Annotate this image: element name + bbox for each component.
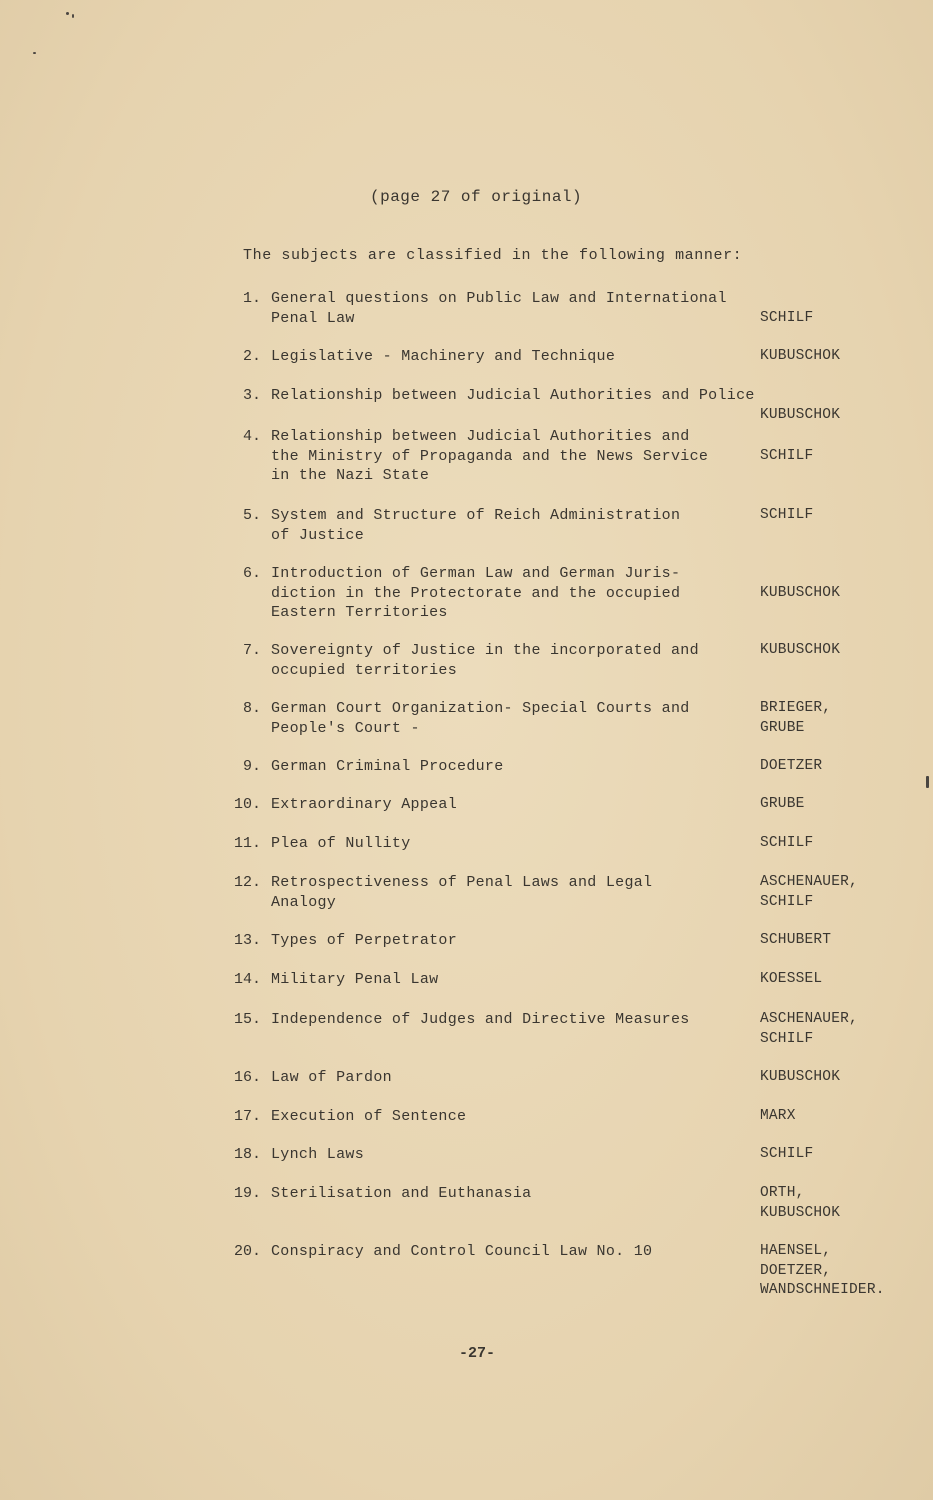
item-number: 17.	[233, 1108, 261, 1125]
intro-line: The subjects are classified in the following manner:	[243, 247, 743, 264]
item-number: 11.	[233, 835, 261, 852]
item-number: 9.	[242, 758, 261, 775]
item-number: 16.	[233, 1069, 261, 1086]
item-text: Retrospectiveness of Penal Laws and Legal Analogy	[271, 874, 653, 911]
item-text: Law of Pardon	[271, 1069, 392, 1086]
item-text: Relationship between Judicial Authorities and the Ministry of Propaganda and the News Service in the Nazi State	[271, 428, 709, 484]
item-text: German Criminal Procedure	[271, 758, 504, 775]
item-names: KUBUSCHOK	[760, 642, 841, 658]
item-text: Lynch Laws	[271, 1146, 365, 1163]
item-names: SCHILF	[760, 1146, 814, 1162]
item-names: ASCHENAUER, SCHILF	[760, 1011, 858, 1047]
item-names: ASCHENAUER, SCHILF	[760, 874, 858, 910]
item-number: 1.	[242, 290, 261, 307]
item-text: General questions on Public Law and International Penal Law	[271, 290, 727, 327]
item-number: 6.	[242, 565, 261, 582]
item-names: ORTH, KUBUSCHOK	[760, 1185, 841, 1221]
item-number: 8.	[242, 700, 261, 717]
item-text: Types of Perpetrator	[271, 932, 458, 949]
item-text: Relationship between Judicial Authorities and Police	[271, 387, 755, 404]
item-text: Legislative - Machinery and Technique	[271, 348, 616, 365]
item-names: KUBUSCHOK	[760, 584, 841, 601]
item-number: 13.	[233, 932, 261, 949]
page-number: -27-	[459, 1345, 496, 1362]
item-names: HAENSEL, DOETZER, WANDSCHNEIDER.	[760, 1243, 885, 1298]
item-number: 10.	[233, 796, 261, 813]
item-number: 3.	[242, 387, 261, 404]
item-names: KUBUSCHOK	[760, 1069, 841, 1085]
item-names: BRIEGER, GRUBE	[760, 700, 832, 736]
item-number: 12.	[233, 874, 261, 891]
item-number: 20.	[233, 1243, 261, 1260]
item-text: Execution of Sentence	[271, 1108, 467, 1125]
item-names: SCHILF	[760, 507, 814, 523]
item-names: KUBUSCHOK	[760, 406, 841, 423]
ink-speck	[72, 14, 74, 18]
item-text: Plea of Nullity	[271, 835, 411, 852]
item-names: SCHUBERT	[760, 932, 832, 948]
item-names: SCHILF	[760, 447, 814, 464]
item-number: 7.	[242, 642, 261, 659]
item-number: 19.	[233, 1185, 261, 1202]
ink-speck	[33, 52, 36, 54]
item-text: Sovereignty of Justice in the incorporated and occupied territories	[271, 642, 699, 679]
item-names: MARX	[760, 1108, 796, 1124]
item-text: Introduction of German Law and German Juris- diction in the Protectorate and the occupied Eastern Territories	[271, 565, 681, 621]
item-text: Extraordinary Appeal	[271, 796, 458, 813]
page-header: (page 27 of original)	[370, 188, 583, 206]
item-number: 14.	[233, 971, 261, 988]
ink-speck	[926, 776, 929, 788]
item-number: 4.	[242, 428, 261, 445]
ink-speck	[66, 12, 69, 15]
item-number: 5.	[242, 507, 261, 524]
item-names: KUBUSCHOK	[760, 348, 841, 364]
item-names: KOESSEL	[760, 971, 823, 987]
item-text: Military Penal Law	[271, 971, 439, 988]
item-names: DOETZER	[760, 758, 823, 774]
item-number: 18.	[233, 1146, 261, 1163]
item-text: German Court Organization- Special Courts and People's Court -	[271, 700, 690, 737]
item-names: SCHILF	[760, 309, 814, 326]
item-text: Independence of Judges and Directive Measures	[271, 1011, 690, 1028]
item-number: 2.	[242, 348, 261, 365]
item-number: 15.	[233, 1011, 261, 1028]
item-text: Conspiracy and Control Council Law No. 10	[271, 1243, 653, 1260]
item-text: System and Structure of Reich Administration of Justice	[271, 507, 681, 544]
item-names: SCHILF	[760, 835, 814, 851]
item-text: Sterilisation and Euthanasia	[271, 1185, 532, 1202]
item-names: GRUBE	[760, 796, 805, 812]
